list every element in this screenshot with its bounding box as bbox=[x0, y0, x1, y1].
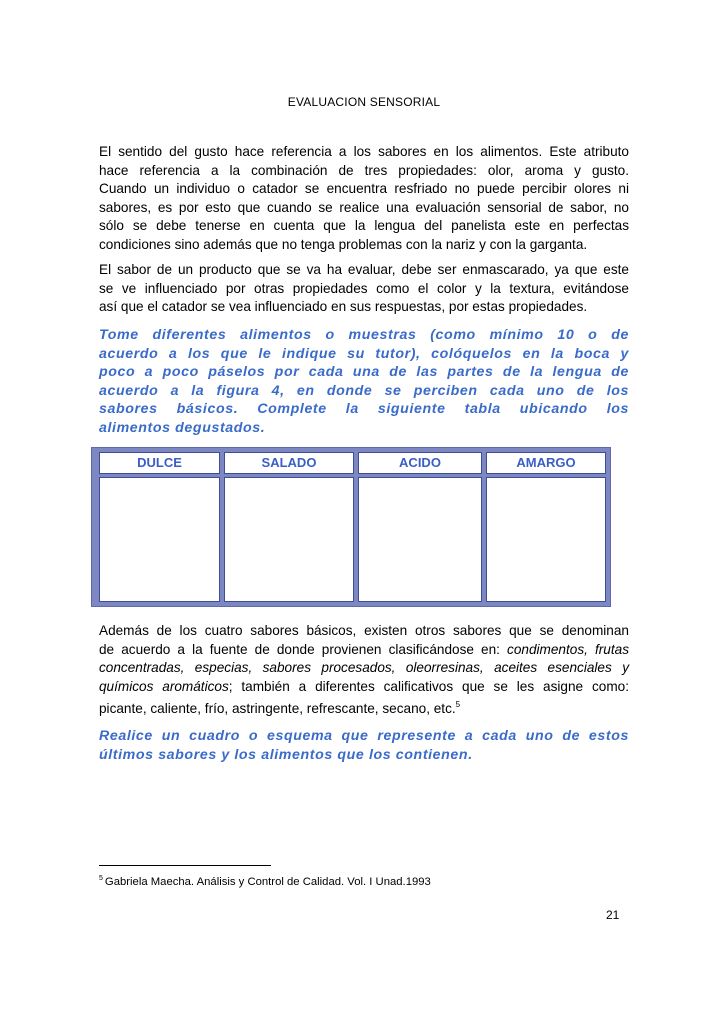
table-cell-dulce[interactable] bbox=[99, 477, 220, 602]
text-span: de acuerdo a la fuente de donde provienen clasificándose en: bbox=[99, 641, 508, 657]
instruction-line: Tome diferentes alimentos o muestras (como mínimo 10 o de bbox=[99, 327, 629, 343]
footnote bbox=[99, 872, 431, 889]
text-line: El sentido del gusto hace referencia a los sabores en los alimentos. Este atributo bbox=[99, 144, 629, 159]
text-span: picante, caliente, frío, astringente, refrescante, secano, etc. bbox=[99, 701, 456, 717]
text-line: sabores, es por esto que cuando se realice una evaluación sensorial de sabor, no bbox=[99, 199, 629, 215]
table-header-amargo: AMARGO bbox=[486, 452, 606, 474]
text-line: se ve influenciado por otras propiedades como el color y la textura, evitándose bbox=[99, 280, 629, 296]
table-header-acido: ACIDO bbox=[358, 452, 482, 474]
footnote-text: Gabriela Maecha. Análisis y Control de Calidad. Vol. I Unad.1993 bbox=[104, 876, 431, 888]
text-span: ; también a diferentes calificativos que se les asigne como: bbox=[228, 678, 629, 694]
instruction-line: Realice un cuadro o esquema que represente a cada uno de estos bbox=[99, 728, 629, 744]
footnote-separator bbox=[99, 865, 271, 866]
instruction-line: poco a poco páselos por cada una de las partes de la lengua de bbox=[99, 364, 629, 381]
paragraph-taste-definition bbox=[99, 143, 629, 255]
footnote-reference[interactable]: 5 bbox=[455, 700, 461, 710]
page-number: 21 bbox=[606, 908, 620, 922]
text-line: así que el catador se vea influenciado en sus respuestas, por estas propiedades. bbox=[99, 299, 588, 315]
paragraph-other-flavors bbox=[99, 622, 629, 719]
text-line: Además de los cuatro sabores básicos, existen otros sabores que se denominan bbox=[99, 623, 629, 638]
text-line bbox=[99, 659, 629, 678]
table-cell-salado[interactable] bbox=[224, 477, 354, 602]
text-line bbox=[99, 678, 629, 697]
text-line bbox=[99, 696, 629, 719]
italic-text: condimentos, frutas bbox=[507, 641, 629, 657]
footnote-marker: 5 bbox=[99, 875, 103, 882]
instruction-taste-test bbox=[99, 326, 629, 438]
basic-tastes-table bbox=[91, 447, 611, 607]
instruction-line: acuerdo a la figura 4, en donde se perciben cada uno de los bbox=[99, 382, 629, 399]
paragraph-masking bbox=[99, 261, 629, 317]
table-cell-amargo[interactable] bbox=[486, 477, 606, 602]
text-line: Cuando un individuo o catador se encuentra resfriado no puede percibir olores ni bbox=[99, 181, 629, 197]
text-line: hace referencia a la combinación de tres propiedades: olor, aroma y gusto. bbox=[99, 162, 629, 178]
instruction-line: sabores básicos. Complete la siguiente tabla ubicando los bbox=[99, 401, 629, 418]
instruction-line: alimentos degustados. bbox=[99, 419, 266, 436]
text-line bbox=[99, 641, 629, 660]
instruction-line: últimos sabores y los alimentos que los contienen. bbox=[99, 746, 473, 763]
text-line: sólo se debe tenerse en cuenta que la lengua del panelista este en perfectas bbox=[99, 218, 629, 234]
table-header-dulce: DULCE bbox=[99, 452, 220, 474]
text-line: El sabor de un producto que se va ha evaluar, debe ser enmascarado, ya que este bbox=[99, 262, 629, 277]
text-line: condiciones sino además que no tenga problemas con la nariz y con la garganta. bbox=[99, 236, 588, 252]
table-cell-acido[interactable] bbox=[358, 477, 482, 602]
table-header-salado: SALADO bbox=[224, 452, 354, 474]
page-header: EVALUACION SENSORIAL bbox=[287, 95, 441, 109]
italic-text: concentradas, especias, sabores procesados, oleorresinas, aceites esenciales y bbox=[99, 660, 629, 676]
italic-text: químicos aromáticos bbox=[99, 678, 229, 694]
instruction-line: acuerdo a los que le indique su tutor), colóquelos en la boca y bbox=[99, 345, 629, 362]
instruction-diagram bbox=[99, 727, 629, 764]
